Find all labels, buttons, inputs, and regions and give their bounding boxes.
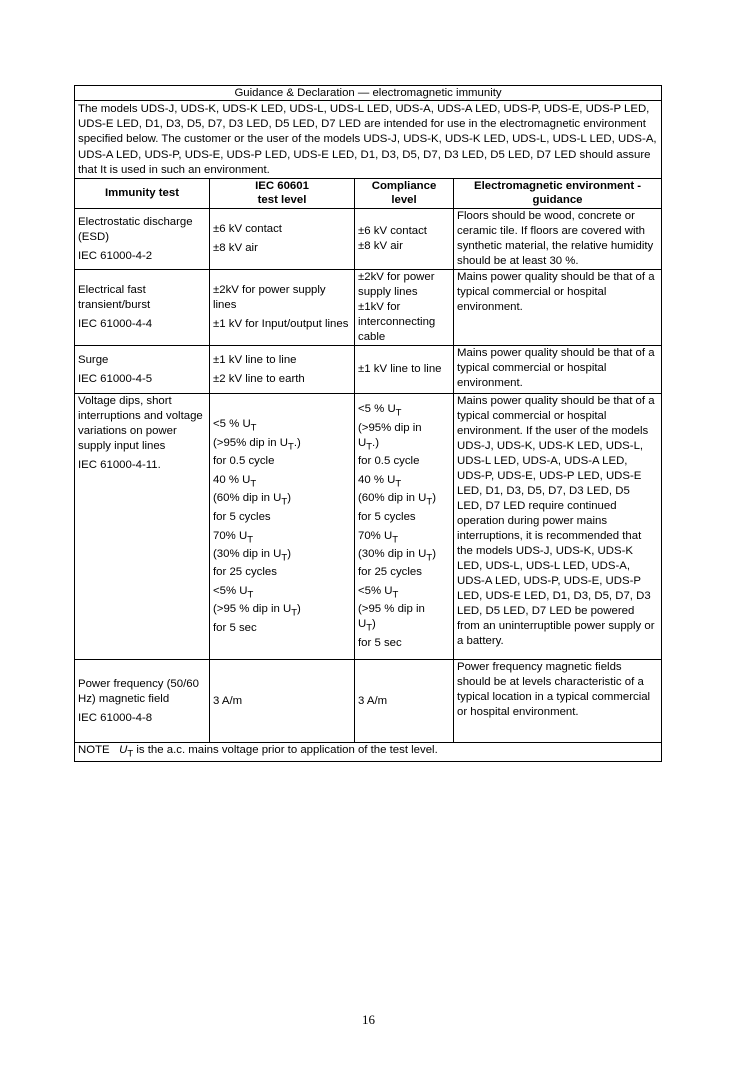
compliance-cell: ±2kV for power supply lines ±1kV for interconnecting cable [355,270,454,346]
environment-cell: Mains power quality should be that of a typical commercial or hospital environment. [454,270,662,346]
compliance-cell: ±6 kV contact ±8 kV air [355,209,454,270]
table-row [75,394,662,660]
header-electromagnetic-environment: Electromagnetic environment - guidance [454,179,662,209]
header-iec-test-level: IEC 60601 test level [210,179,355,209]
test-cell: Electrostatic discharge (ESD) IEC 61000-4-2 [75,209,210,270]
environment-cell: Mains power quality should be that of a typical commercial or hospital environment. If the user of the models UDS-J, UDS-K, UDS-K LED, UDS-L, UDS-L LED, UDS-A, UDS-A LED, UDS-P, UDS-E, UDS-P LED, UDS-E LED, D1, D3, D5, D7, D3 LED, D5 LED, D7 LED require continued operation during power mains interruptions, it is recommended that the models UDS-J, UDS-K, UDS-K LED, UDS-L, UDS-L LED, UDS-A, UDS-A LED, UDS-P, UDS-E, UDS-P LED, UDS-E LED, D1, D3, D5, D7, D3 LED, D5 LED, D7 LED be powered from an uninterruptible power supply or a battery. [454,394,662,660]
table-title: Guidance & Declaration — electromagnetic immunity [75,86,662,101]
compliance-cell: 3 A/m [355,660,454,743]
compliance-cell: <5 % $U_T$ (>95% dip in $U_T$.) for 0.5 cycle 40 % $U_T$ (60% dip in $U_T$) for 5 cycles 70% $U_T$ (30% dip in $U_T$) for 25 cycles <5% $U_T$ (>95 % dip in $U_T$) for 5 sec [355,394,454,660]
iec-level-cell: ±1 kV line to line ±2 kV line to earth [210,346,355,394]
environment-cell: Mains power quality should be that of a typical commercial or hospital environment. [454,346,662,394]
iec-level-cell: <5 % $U_T$ (>95% dip in $U_T$.) for 0.5 cycle 40 % $U_T$ (60% dip in $U_T$) for 5 cycles 70% $U_T$ (30% dip in $U_T$) for 25 cycles <5% $U_T$ (>95 % dip in $U_T$) for 5 sec [210,394,355,660]
compliance-cell: ±1 kV line to line [355,346,454,394]
header-compliance-level: Compliance level [355,179,454,209]
table-row [75,209,662,270]
test-cell: Electrical fast transient/burst IEC 61000-4-4 [75,270,210,346]
header-immunity-test: Immunity test [75,179,210,209]
test-cell: Voltage dips, short interruptions and voltage variations on power supply input lines IEC 61000-4-11. [75,394,210,660]
iec-level-cell: 3 A/m [210,660,355,743]
table-note: NOTE $U_T$ is the a.c. mains voltage prior to application of the test level. [75,743,662,762]
iec-level-cell: ±6 kV contact ±8 kV air [210,209,355,270]
test-cell: Surge IEC 61000-4-5 [75,346,210,394]
iec-level-cell: ±2kV for power supply lines ±1 kV for Input/output lines [210,270,355,346]
environment-cell: Power frequency magnetic fields should be at levels characteristic of a typical location in a typical commercial or hospital environment. [454,660,662,743]
table-row [75,660,662,743]
test-cell: Power frequency (50/60 Hz) magnetic field IEC 61000-4-8 [75,660,210,743]
page-number: 16 [362,1012,375,1027]
table-row [75,346,662,394]
environment-cell: Floors should be wood, concrete or ceramic tile. If floors are covered with synthetic material, the relative humidity should be at least 30 %. [454,209,662,270]
table-row [75,270,662,346]
intro-paragraph: The models UDS-J, UDS-K, UDS-K LED, UDS-L, UDS-L LED, UDS-A, UDS-A LED, UDS-P, UDS-E, UDS-P LED, UDS-E LED, D1, D3, D5, D7, D3 LED, D5 LED, D7 LED are intended for use in the electromagnetic environment specified below. The customer or the user of the models UDS-J, UDS-K, UDS-K LED, UDS-L, UDS-L LED, UDS-A, UDS-A LED, UDS-P, UDS-E, UDS-P LED, UDS-E LED, D1, D3, D5, D7, D3 LED, D5 LED, D7 LED should assure that It is used in such an environment. [75,101,662,179]
emc-immunity-table [74,85,662,762]
